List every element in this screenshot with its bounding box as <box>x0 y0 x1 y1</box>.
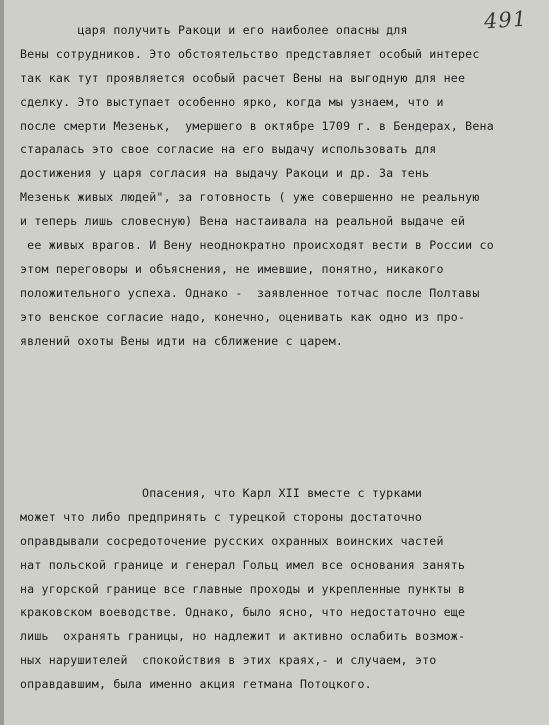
text-line: достижения у царя согласия на выдачу Ракоци и др. За тень <box>20 166 430 181</box>
page-edge-shadow <box>0 0 4 725</box>
text-line: ных нарушителей спокойствия в этих краях,- и случаем, это <box>20 653 437 668</box>
text-line: на угорской границе все главные проходы и укрепленные пункты в <box>20 581 466 596</box>
text-line: положительного успеха. Однако - заявленное тотчас после Полтавы <box>20 285 480 300</box>
paragraph-1 <box>20 19 494 353</box>
text-line: после смерти Мезеньк, умершего в октябре 1709 г. в Бендерах, Вена <box>20 118 494 133</box>
paragraph-2 <box>20 482 465 697</box>
text-line: ее живых врагов. И Вену неоднократно происходят вести в России со <box>20 238 494 253</box>
text-line: Вены сотрудников. Это обстоятельство представляет особый интерес <box>20 46 480 61</box>
text-line: царя получить Ракоци и его наиболее опасны для <box>20 23 408 37</box>
text-line: оправдывали сосредоточение русских охранных воинских частей <box>20 533 444 548</box>
text-line: Опасения, что Карл XII вместе с турками <box>20 486 423 500</box>
text-line: явлений охоты Вены идти на сближение с царем. <box>20 333 344 348</box>
text-line: краковском воеводстве. Однако, было ясно, что недостаточно еще <box>20 605 466 620</box>
text-line: Мезеньк живых людей", за готовность ( уже совершенно не реальную <box>20 190 480 205</box>
text-line: нат польской границе и генерал Гольц имел все основания занять <box>20 557 466 572</box>
text-line: и теперь лишь словесную) Вена настаивала на реальной выдаче ей <box>20 214 466 229</box>
text-line: сделку. Это выступает особенно ярко, когда мы узнаем, что и <box>20 94 444 109</box>
text-line: может что либо предпринять с турецкой стороны достаточно <box>20 509 423 524</box>
text-line: это венское согласие надо, конечно, оценивать как одно из про- <box>20 309 466 324</box>
text-line: так как тут проявляется особый расчет Вены на выгодную для нее <box>20 70 466 85</box>
text-line: старалась это свое согласие на его выдачу использовать для <box>20 142 437 157</box>
text-line: этом переговоры и объяснения, не имевшие, понятно, никакого <box>20 261 444 276</box>
page-folio-number: 491 <box>483 6 528 34</box>
text-line: лишь охранять границы, но надлежит и активно ослабить возмож- <box>20 629 466 644</box>
text-line: оправдавшим, была именно акция гетмана Потоцкого. <box>20 677 372 692</box>
